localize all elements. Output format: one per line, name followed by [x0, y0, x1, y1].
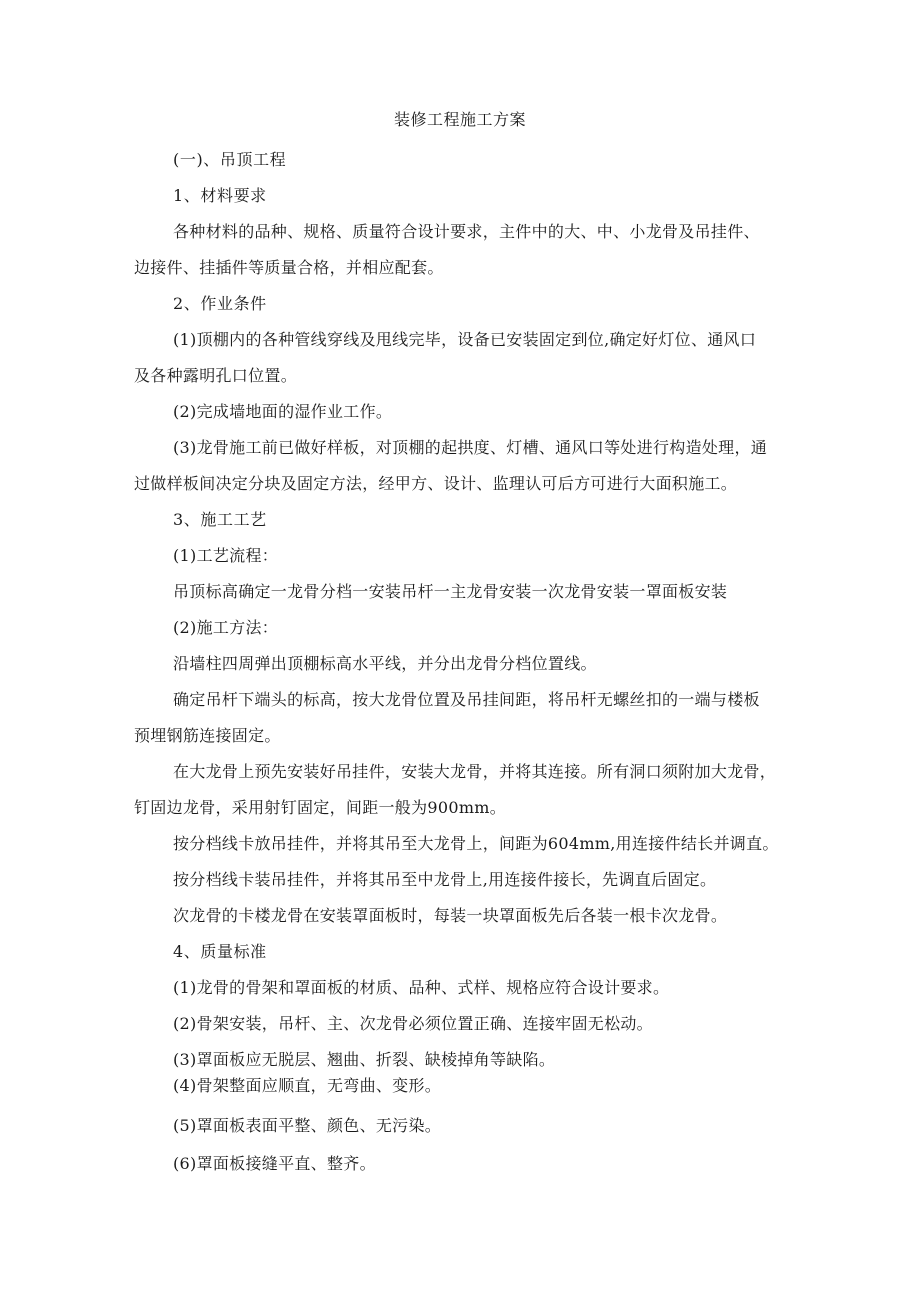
- heading-construction-process: 3、施工工艺: [173, 510, 267, 529]
- heading-work-conditions: 2、作业条件: [173, 294, 267, 313]
- paragraph-line: 按分档线卡装吊挂件，并将其吊至中龙骨上,用连接件接长，先调直后固定。: [173, 870, 717, 889]
- paragraph-line: (1)顶棚内的各种管线穿线及甩线完毕，设备已安装固定到位,确定好灯位、通风口: [173, 330, 757, 349]
- paragraph-line: (6)罩面板接缝平直、整齐。: [173, 1154, 376, 1173]
- paragraph-line: (4)骨架整面应顺直，无弯曲、变形。: [173, 1076, 442, 1095]
- paragraph-line: 确定吊杆下端头的标高，按大龙骨位置及吊挂间距，将吊杆无螺丝扣的一端与楼板: [173, 690, 760, 709]
- paragraph-line: 及各种露明孔口位置。: [134, 366, 298, 385]
- paragraph-line: 钉固边龙骨，采用射钉固定，间距一般为900mm。: [134, 798, 507, 817]
- heading-material-requirements: 1、材料要求: [173, 186, 267, 205]
- paragraph-line: (1)工艺流程：: [173, 546, 279, 565]
- paragraph-line: (1)龙骨的骨架和罩面板的材质、品种、式样、规格应符合设计要求。: [173, 978, 670, 997]
- paragraph-line: 按分档线卡放吊挂件，并将其吊至大龙骨上，间距为604mm,用连接件结长并调直。: [173, 834, 779, 853]
- paragraph-line: 次龙骨的卡楼龙骨在安装罩面板时，每装一块罩面板先后各装一根卡次龙骨。: [173, 906, 728, 925]
- paragraph-line: (2)完成墙地面的湿作业工作。: [173, 402, 393, 421]
- paragraph-line: 预埋钢筋连接固定。: [134, 726, 281, 745]
- paragraph-line: 过做样板间决定分块及固定方法，经甲方、设计、监理认可后方可进行大面积施工。: [134, 474, 738, 493]
- paragraph-line: (3)龙骨施工前已做好样板，对顶棚的起拱度、灯槽、通风口等处进行构造处理，通: [173, 438, 768, 457]
- paragraph-line: (3)罩面板应无脱层、翘曲、折裂、缺棱掉角等缺陷。: [173, 1050, 556, 1069]
- heading-quality-standards: 4、质量标准: [173, 942, 267, 961]
- paragraph-line: (2)骨架安装，吊杆、主、次龙骨必须位置正确、连接牢固无松动。: [173, 1014, 653, 1033]
- paragraph-line: 沿墙柱四周弹出顶棚标高水平线，并分出龙骨分档位置线。: [173, 654, 597, 673]
- paragraph-line: 各种材料的品种、规格、质量符合设计要求，主件中的大、中、小龙骨及吊挂件、: [173, 222, 760, 241]
- section-heading: (一)、吊顶工程: [173, 150, 287, 169]
- paragraph-line: 在大龙骨上预先安装好吊挂件，安装大龙骨，并将其连接。所有洞口须附加大龙骨，: [173, 762, 777, 781]
- page-title: 装修工程施工方案: [393, 110, 526, 129]
- paragraph-line: 吊顶标高确定一龙骨分档一安装吊杆一主龙骨安装一次龙骨安装一罩面板安装: [173, 582, 728, 601]
- paragraph-line: 边接件、挂插件等质量合格，并相应配套。: [134, 258, 444, 277]
- paragraph-line: (2)施工方法：: [173, 618, 279, 637]
- paragraph-line: (5)罩面板表面平整、颜色、无污染。: [173, 1116, 442, 1135]
